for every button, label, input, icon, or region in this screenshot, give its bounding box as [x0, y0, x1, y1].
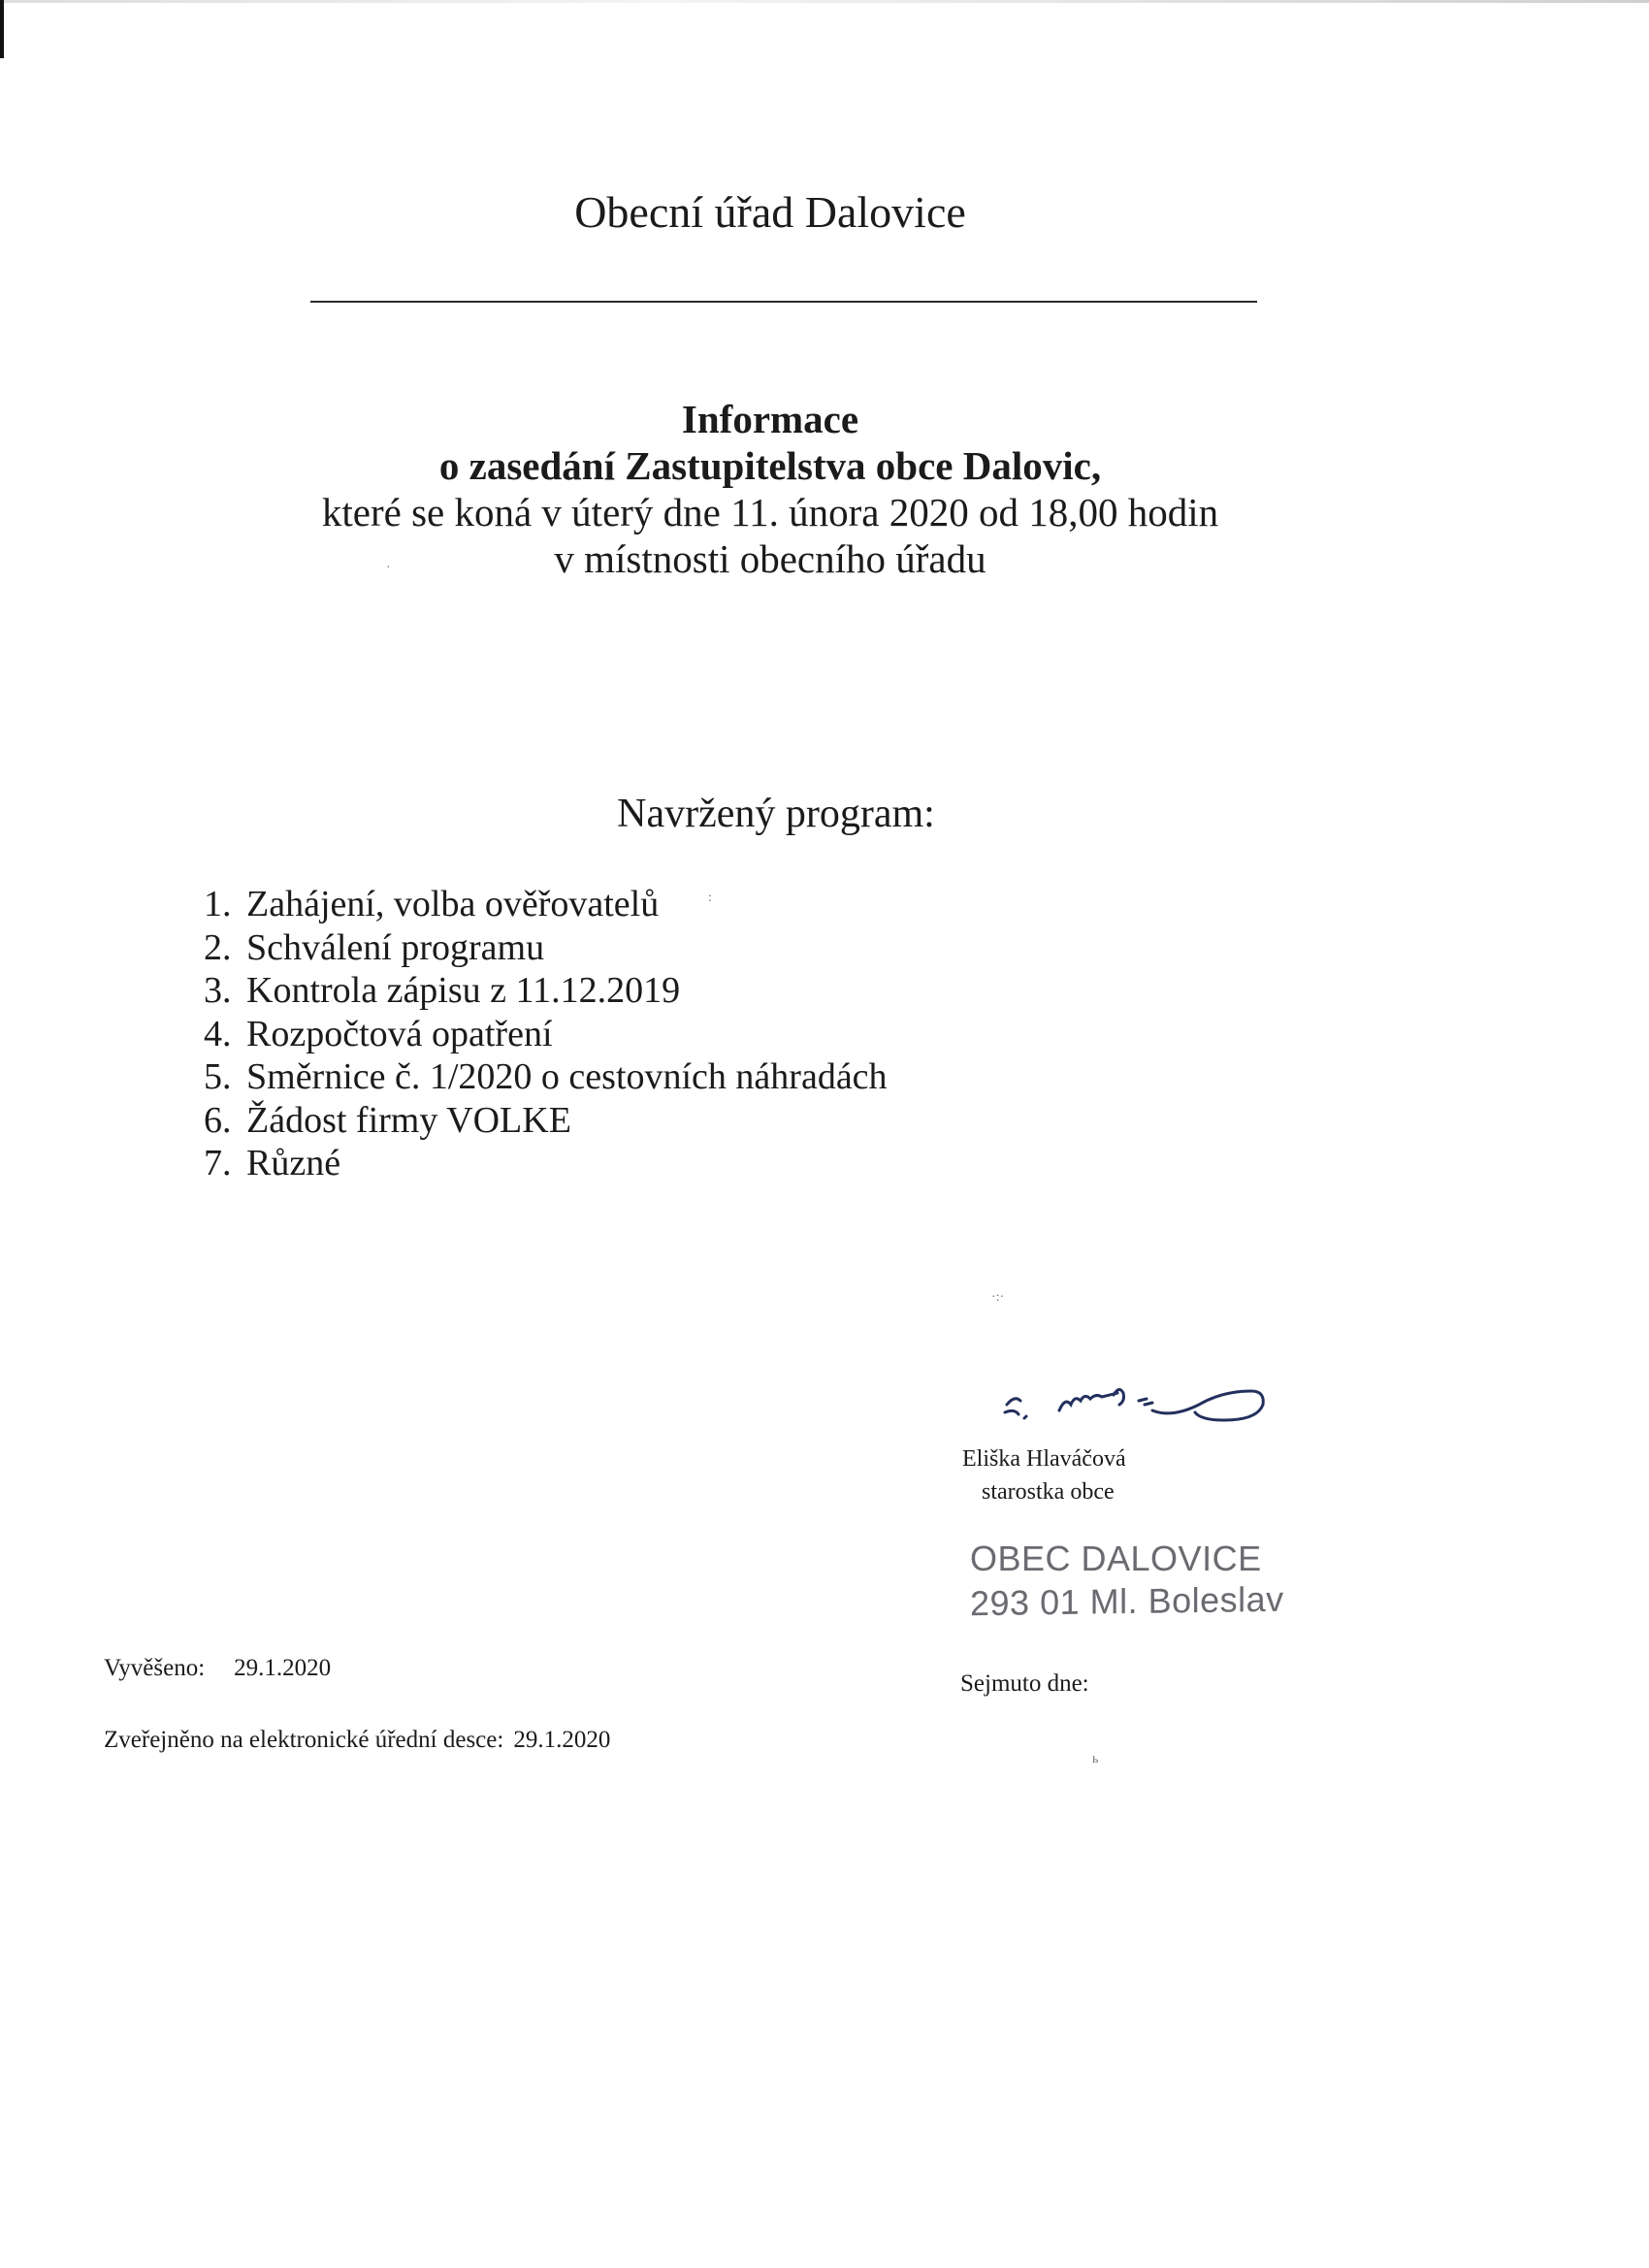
agenda-item-number: 5.	[204, 1056, 232, 1097]
posted-label: Vyvěšeno:	[104, 1655, 206, 1681]
agenda-item	[204, 1142, 888, 1185]
agenda-item	[204, 1013, 888, 1056]
scan-speck: ь	[1092, 1752, 1099, 1766]
handwritten-signature	[999, 1368, 1271, 1426]
signer-name: Eliška Hlaváčová	[962, 1446, 1126, 1472]
scan-speck: ·:·	[991, 1290, 1005, 1305]
posted-date: 29.1.2020	[234, 1655, 332, 1681]
agenda-item-text: Zahájení, volba ověřovatelů	[246, 884, 660, 924]
scan-edge-left	[0, 0, 4, 58]
signer-role: starostka obce	[982, 1479, 1115, 1505]
electronic-label: Zveřejněno na elektronické úřední desce:	[104, 1727, 504, 1753]
agenda-item-text: Schválení programu	[246, 926, 545, 968]
office-stamp	[970, 1538, 1284, 1623]
agenda-item-number: 4.	[204, 1013, 232, 1054]
meeting-notice	[0, 396, 1540, 582]
scan-edge-top	[0, 0, 1649, 3]
header-divider	[310, 301, 1257, 303]
office-name: Obecní úřad Dalovice	[574, 187, 966, 237]
agenda-item-number: 3.	[204, 970, 232, 1011]
agenda-item	[204, 1055, 888, 1099]
notice-place-line: v místnosti obecního úřadu	[554, 536, 986, 581]
scan-speck: :	[708, 891, 712, 905]
agenda-item-text: Směrnice č. 1/2020 o cestovních náhradách	[246, 1056, 888, 1097]
notice-date-line: které se koná v úterý dne 11. února 2020 od 18,00 hodin	[321, 490, 1219, 535]
stamp-line-1: OBEC DALOVICE	[970, 1539, 1262, 1578]
notice-subtitle: o zasedání Zastupitelstva obce Dalovic,	[438, 443, 1102, 488]
agenda-item	[204, 969, 888, 1013]
removed-label: Sejmuto dne:	[960, 1670, 1089, 1697]
scan-speck: ·	[386, 561, 391, 575]
electronic-posting-info	[104, 1727, 610, 1754]
agenda-item-text: Kontrola zápisu z 11.12.2019	[246, 970, 681, 1011]
electronic-date: 29.1.2020	[513, 1727, 611, 1753]
signer-block	[962, 1442, 1126, 1508]
stamp-line-2: 293 01 Ml. Boleslav	[970, 1578, 1284, 1624]
agenda-item	[204, 926, 888, 970]
agenda-item	[204, 883, 888, 926]
agenda-item-number: 1.	[204, 884, 232, 924]
posted-info	[104, 1655, 331, 1682]
agenda-item-number: 7.	[204, 1143, 232, 1183]
agenda-item-text: Rozpočtová opatření	[246, 1013, 553, 1054]
agenda-item-number: 2.	[204, 926, 232, 968]
program-heading: Navržený program:	[617, 792, 935, 836]
notice-title: Informace	[681, 397, 859, 441]
agenda-item-text: Různé	[246, 1143, 341, 1183]
agenda-item-number: 6.	[204, 1099, 232, 1141]
agenda-list	[204, 883, 888, 1185]
agenda-item-text: Žádost firmy VOLKE	[246, 1099, 571, 1141]
agenda-item	[204, 1099, 888, 1143]
